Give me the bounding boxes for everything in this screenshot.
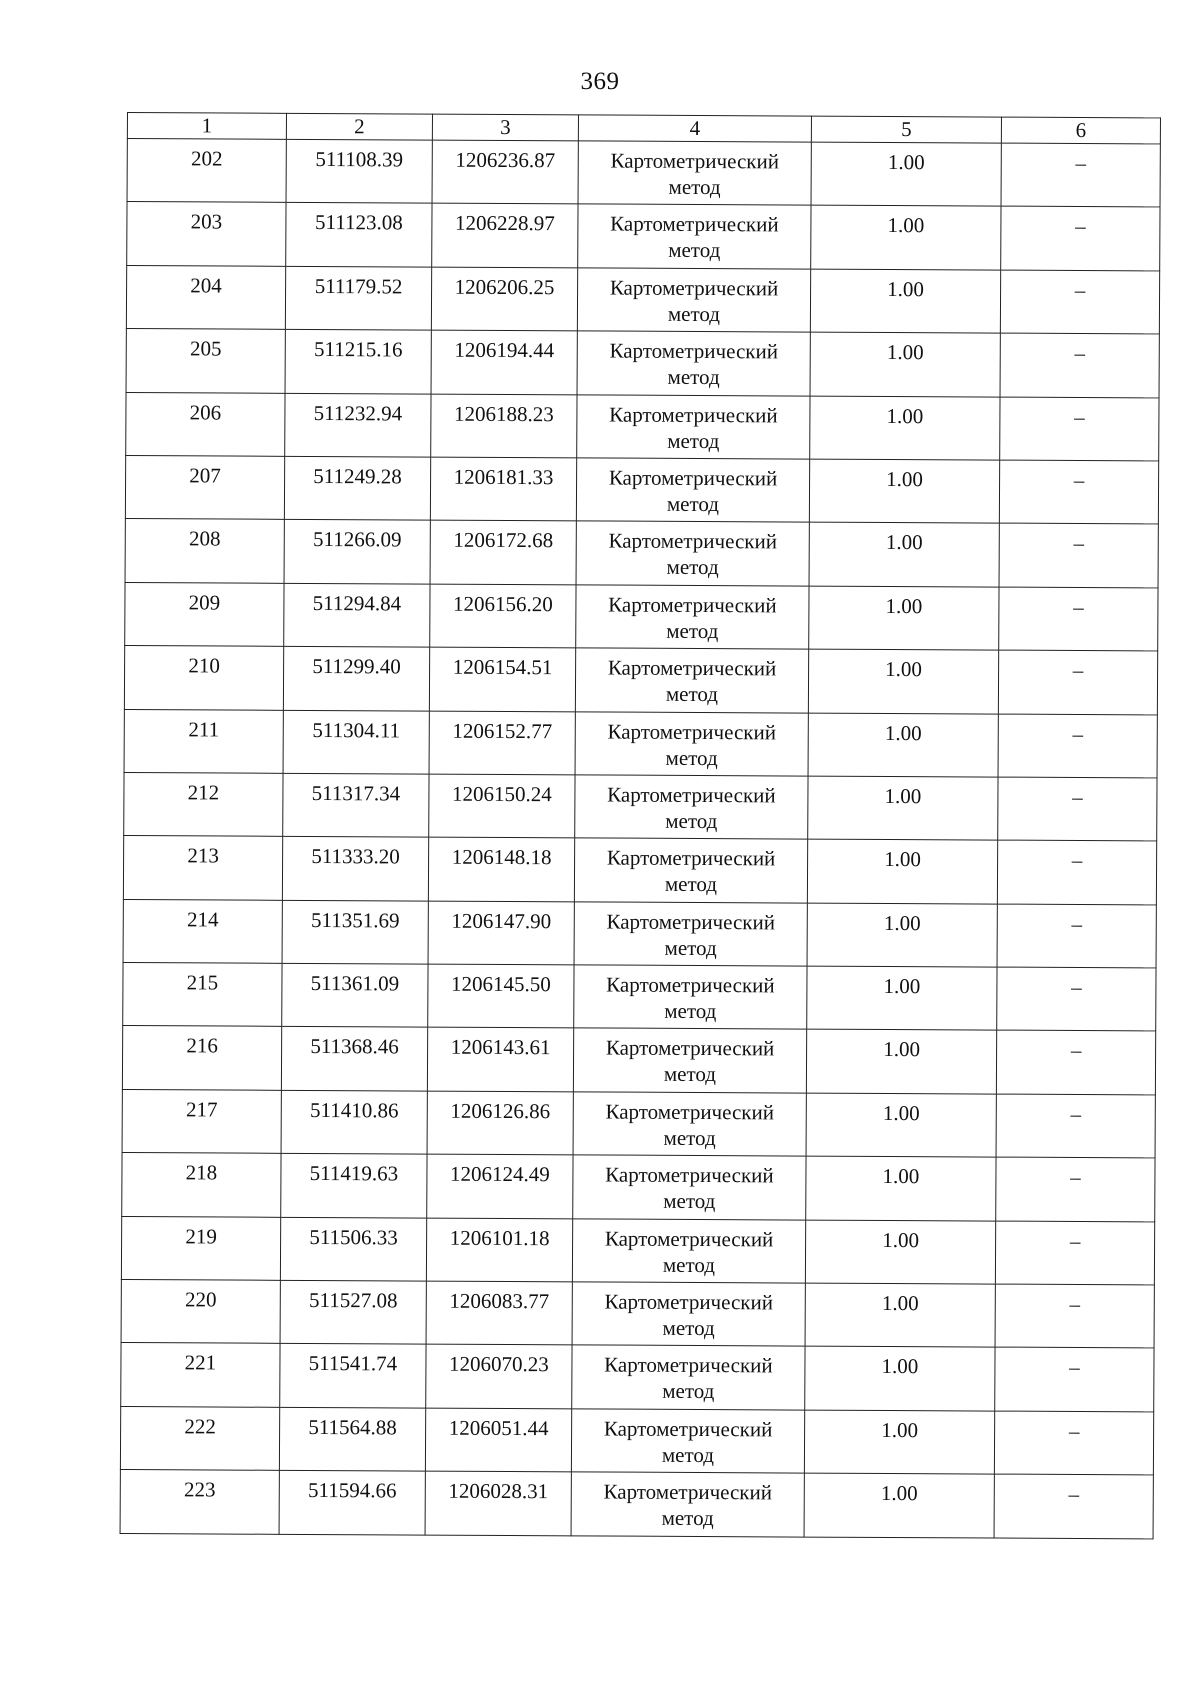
x-coordinate-cell: 511419.63 xyxy=(281,1154,427,1218)
table-row xyxy=(124,646,1157,715)
y-coordinate-cell: 1206145.50 xyxy=(428,964,574,1028)
y-coordinate-cell: 1206083.77 xyxy=(426,1281,572,1345)
method-text: Картометрический метод xyxy=(603,1479,773,1531)
accuracy-cell: 1.00 xyxy=(808,776,998,840)
note-cell: – xyxy=(997,967,1156,1031)
method-cell xyxy=(577,331,810,396)
method-cell xyxy=(573,1028,806,1093)
table-row xyxy=(123,963,1156,1032)
table-body xyxy=(120,139,1160,1539)
method-text: Картометрический метод xyxy=(604,1352,773,1404)
method-text: Картометрический метод xyxy=(606,845,776,897)
y-coordinate-cell: 1206051.44 xyxy=(425,1408,571,1472)
accuracy-cell: 1.00 xyxy=(811,142,1001,206)
table-row xyxy=(125,582,1158,651)
method-cell xyxy=(577,394,810,459)
y-coordinate-cell: 1206181.33 xyxy=(430,457,576,521)
table-row xyxy=(120,1406,1153,1475)
method-text: Картометрический метод xyxy=(608,528,778,580)
table-row xyxy=(126,329,1159,398)
y-coordinate-cell: 1206194.44 xyxy=(431,330,577,394)
accuracy-cell: 1.00 xyxy=(807,903,997,967)
accuracy-cell: 1.00 xyxy=(804,1410,994,1474)
method-cell xyxy=(577,268,810,333)
note-cell: – xyxy=(1001,143,1160,207)
y-coordinate-cell: 1206147.90 xyxy=(428,901,574,965)
point-number-cell: 218 xyxy=(122,1153,281,1217)
method-cell xyxy=(576,585,809,650)
accuracy-cell: 1.00 xyxy=(807,839,997,903)
method-cell xyxy=(576,458,809,523)
y-coordinate-cell: 1206150.24 xyxy=(429,774,575,838)
accuracy-cell: 1.00 xyxy=(806,1030,996,1094)
point-number-cell: 208 xyxy=(125,519,284,583)
method-cell xyxy=(575,711,808,776)
method-text: Картометрический метод xyxy=(606,972,775,1024)
method-text: Картометрический метод xyxy=(610,148,780,200)
accuracy-cell: 1.00 xyxy=(810,269,1000,333)
table-row xyxy=(121,1280,1154,1349)
x-coordinate-cell: 511317.34 xyxy=(283,773,429,837)
table-row xyxy=(125,519,1158,588)
y-coordinate-cell: 1206148.18 xyxy=(428,837,574,901)
method-cell xyxy=(574,965,807,1030)
x-coordinate-cell: 511564.88 xyxy=(279,1407,425,1471)
y-coordinate-cell: 1206124.49 xyxy=(427,1154,573,1218)
method-cell xyxy=(575,775,808,840)
method-cell xyxy=(571,1409,804,1474)
table-row xyxy=(124,772,1157,841)
accuracy-cell: 1.00 xyxy=(810,332,1000,396)
accuracy-cell: 1.00 xyxy=(810,396,1000,460)
y-coordinate-cell: 1206228.97 xyxy=(432,203,578,267)
method-cell xyxy=(578,141,811,206)
note-cell: – xyxy=(999,587,1158,651)
note-cell: – xyxy=(1000,270,1159,334)
method-text: Картометрический метод xyxy=(609,338,779,390)
note-cell: – xyxy=(999,523,1158,587)
table-row xyxy=(123,899,1156,968)
x-coordinate-cell: 511215.16 xyxy=(285,330,431,394)
note-cell: – xyxy=(998,650,1157,714)
point-number-cell: 215 xyxy=(123,963,282,1027)
note-cell: – xyxy=(997,840,1156,904)
table-row xyxy=(122,1089,1155,1158)
point-number-cell: 223 xyxy=(120,1470,279,1534)
note-cell: – xyxy=(1000,397,1159,461)
table-row xyxy=(121,1343,1154,1412)
note-cell: – xyxy=(1001,206,1160,270)
note-cell: – xyxy=(995,1221,1154,1285)
point-number-cell: 206 xyxy=(126,392,285,456)
method-cell xyxy=(573,1155,806,1220)
method-cell xyxy=(571,1472,804,1537)
y-coordinate-cell: 1206028.31 xyxy=(425,1471,571,1535)
method-cell xyxy=(575,648,808,713)
note-cell: – xyxy=(998,777,1157,841)
method-cell xyxy=(576,521,809,586)
x-coordinate-cell: 511304.11 xyxy=(283,710,429,774)
note-cell: – xyxy=(994,1411,1153,1475)
accuracy-cell: 1.00 xyxy=(807,966,997,1030)
method-cell xyxy=(573,1092,806,1157)
method-text: Картометрический метод xyxy=(608,592,777,643)
point-number-cell: 221 xyxy=(121,1343,280,1407)
y-coordinate-cell: 1206152.77 xyxy=(429,711,575,775)
accuracy-cell: 1.00 xyxy=(811,205,1001,269)
column-header-4: 4 xyxy=(578,115,811,142)
x-coordinate-cell: 511123.08 xyxy=(286,203,432,267)
table-row xyxy=(126,392,1159,461)
x-coordinate-cell: 511594.66 xyxy=(279,1471,425,1535)
point-number-cell: 205 xyxy=(126,329,285,393)
method-text: Картометрический метод xyxy=(605,1099,775,1150)
x-coordinate-cell: 511249.28 xyxy=(284,456,430,520)
note-cell: – xyxy=(996,1031,1155,1095)
x-coordinate-cell: 511368.46 xyxy=(281,1027,427,1091)
table-row xyxy=(127,202,1160,271)
point-number-cell: 216 xyxy=(122,1026,281,1090)
point-number-cell: 209 xyxy=(125,582,284,646)
y-coordinate-cell: 1206206.25 xyxy=(431,267,577,331)
point-number-cell: 220 xyxy=(121,1280,280,1344)
x-coordinate-cell: 511361.09 xyxy=(282,963,428,1027)
note-cell: – xyxy=(998,714,1157,778)
column-header-1: 1 xyxy=(127,113,286,140)
method-cell xyxy=(572,1218,805,1283)
y-coordinate-cell: 1206156.20 xyxy=(430,584,576,648)
point-number-cell: 203 xyxy=(127,202,286,266)
accuracy-cell: 1.00 xyxy=(806,1156,996,1220)
table-row xyxy=(126,265,1159,334)
method-text: Картометрический метод xyxy=(607,782,776,834)
method-cell xyxy=(574,902,807,967)
method-cell xyxy=(574,838,807,903)
point-number-cell: 211 xyxy=(124,709,283,773)
y-coordinate-cell: 1206126.86 xyxy=(427,1091,573,1155)
method-text: Картометрический метод xyxy=(603,1416,773,1467)
page-number: 369 xyxy=(580,68,620,95)
accuracy-cell: 1.00 xyxy=(809,586,999,650)
coordinates-table xyxy=(120,112,1161,1539)
column-header-6: 6 xyxy=(1001,117,1160,144)
note-cell: – xyxy=(1000,333,1159,397)
note-cell: – xyxy=(995,1347,1154,1411)
note-cell: – xyxy=(995,1284,1154,1348)
accuracy-cell: 1.00 xyxy=(804,1473,994,1537)
table-row xyxy=(125,455,1158,524)
method-text: Картометрический метод xyxy=(609,402,778,453)
point-number-cell: 210 xyxy=(124,646,283,710)
y-coordinate-cell: 1206236.87 xyxy=(432,140,578,204)
table-row xyxy=(121,1216,1154,1285)
accuracy-cell: 1.00 xyxy=(808,713,998,777)
x-coordinate-cell: 511527.08 xyxy=(280,1280,426,1344)
method-text: Картометрический метод xyxy=(608,465,778,517)
accuracy-cell: 1.00 xyxy=(808,649,998,713)
point-number-cell: 202 xyxy=(127,139,286,203)
point-number-cell: 212 xyxy=(124,772,283,836)
table-row xyxy=(122,1153,1155,1222)
x-coordinate-cell: 511232.94 xyxy=(285,393,431,457)
method-text: Картометрический метод xyxy=(606,909,776,960)
method-text: Картометрический метод xyxy=(607,719,777,770)
table-row xyxy=(122,1026,1155,1095)
method-cell xyxy=(572,1345,805,1410)
y-coordinate-cell: 1206143.61 xyxy=(427,1028,573,1092)
point-number-cell: 222 xyxy=(120,1406,279,1470)
accuracy-cell: 1.00 xyxy=(805,1346,995,1410)
point-number-cell: 214 xyxy=(123,899,282,963)
accuracy-cell: 1.00 xyxy=(809,459,999,523)
method-text: Картометрический метод xyxy=(609,275,779,326)
table-row xyxy=(123,836,1156,905)
point-number-cell: 204 xyxy=(126,265,285,329)
table-row xyxy=(120,1470,1153,1539)
x-coordinate-cell: 511351.69 xyxy=(282,900,428,964)
y-coordinate-cell: 1206172.68 xyxy=(430,520,576,584)
point-number-cell: 213 xyxy=(123,836,282,900)
method-cell xyxy=(578,204,811,269)
note-cell: – xyxy=(994,1474,1153,1538)
method-cell xyxy=(572,1282,805,1347)
y-coordinate-cell: 1206070.23 xyxy=(426,1345,572,1409)
accuracy-cell: 1.00 xyxy=(806,1093,996,1157)
table-row xyxy=(127,139,1160,208)
method-text: Картометрический метод xyxy=(610,211,779,263)
accuracy-cell: 1.00 xyxy=(809,522,999,586)
coordinates-table-wrapper xyxy=(120,112,1161,1539)
note-cell: – xyxy=(996,1157,1155,1221)
method-text: Картометрический метод xyxy=(605,1162,774,1214)
column-header-3: 3 xyxy=(432,114,578,141)
point-number-cell: 219 xyxy=(121,1216,280,1280)
note-cell: – xyxy=(997,904,1156,968)
x-coordinate-cell: 511333.20 xyxy=(282,837,428,901)
accuracy-cell: 1.00 xyxy=(805,1283,995,1347)
point-number-cell: 207 xyxy=(125,455,284,519)
y-coordinate-cell: 1206101.18 xyxy=(426,1218,572,1282)
x-coordinate-cell: 511506.33 xyxy=(280,1217,426,1281)
note-cell: – xyxy=(996,1094,1155,1158)
x-coordinate-cell: 511299.40 xyxy=(283,646,429,710)
point-number-cell: 217 xyxy=(122,1089,281,1153)
note-cell: – xyxy=(999,460,1158,524)
method-text: Картометрический метод xyxy=(604,1289,774,1341)
y-coordinate-cell: 1206154.51 xyxy=(429,647,575,711)
x-coordinate-cell: 511179.52 xyxy=(285,266,431,330)
method-text: Картометрический метод xyxy=(607,655,777,707)
method-text: Картометрический метод xyxy=(604,1226,774,1277)
x-coordinate-cell: 511294.84 xyxy=(284,583,430,647)
table-row xyxy=(124,709,1157,778)
column-header-2: 2 xyxy=(286,113,432,140)
method-text: Картометрический метод xyxy=(605,1035,775,1087)
y-coordinate-cell: 1206188.23 xyxy=(431,394,577,458)
x-coordinate-cell: 511108.39 xyxy=(286,139,432,203)
x-coordinate-cell: 511266.09 xyxy=(284,520,430,584)
column-header-5: 5 xyxy=(811,116,1001,143)
x-coordinate-cell: 511410.86 xyxy=(281,1090,427,1154)
accuracy-cell: 1.00 xyxy=(805,1220,995,1284)
x-coordinate-cell: 511541.74 xyxy=(280,1344,426,1408)
